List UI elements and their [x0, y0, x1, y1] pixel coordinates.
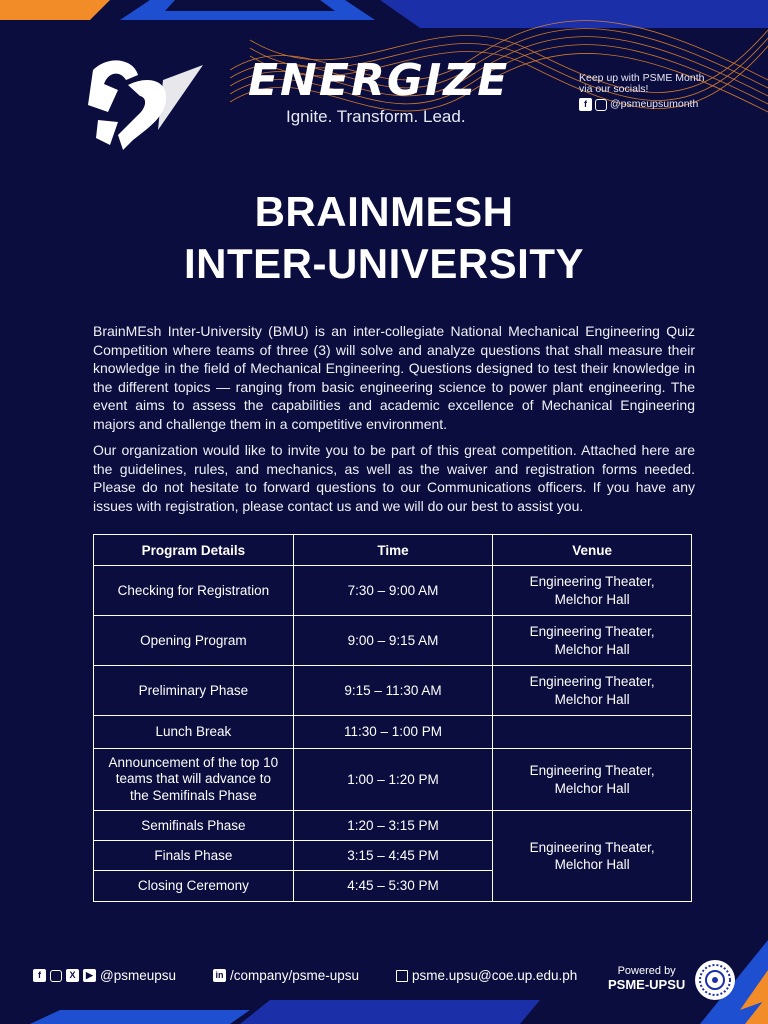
program-cell	[94, 749, 294, 811]
footer-social-handle[interactable]: @psmeupsu	[100, 968, 176, 983]
footer-socials	[33, 968, 176, 983]
table-header-row	[94, 535, 692, 566]
bottom-left-blue	[30, 1010, 250, 1024]
venue-cell	[493, 749, 692, 811]
venue-line1: Engineering Theater,	[529, 624, 655, 639]
table-row	[94, 616, 692, 666]
time-cell: 1:00 – 1:20 PM	[293, 749, 493, 811]
bottom-mid-blue	[240, 1000, 540, 1024]
program-cell: Checking for Registration	[94, 566, 294, 616]
footer-linkedin	[213, 968, 359, 983]
facebook-icon[interactable]: f	[33, 969, 46, 982]
program-line1: Announcement of the top 10	[108, 754, 279, 770]
page-title-line1: BRAINMESH	[254, 188, 514, 235]
header-time: Time	[293, 535, 493, 566]
table-row	[94, 666, 692, 716]
program-cell: Finals Phase	[94, 841, 294, 871]
time-cell: 7:30 – 9:00 AM	[293, 566, 493, 616]
psme-upsu-seal-icon	[695, 960, 735, 1000]
venue-cell	[493, 566, 692, 616]
table-row	[94, 749, 692, 811]
venue-cell-merged	[493, 811, 692, 902]
program-cell: Opening Program	[94, 616, 294, 666]
psme-month-logo	[78, 50, 208, 155]
linkedin-icon[interactable]: in	[213, 969, 226, 982]
time-cell: 11:30 – 1:00 PM	[293, 716, 493, 749]
program-line2: teams that will advance to	[115, 771, 272, 787]
header-venue: Venue	[493, 535, 692, 566]
instagram-icon[interactable]	[50, 970, 62, 982]
table-row	[94, 716, 692, 749]
facebook-icon[interactable]: f	[579, 98, 592, 111]
invitation-paragraph: Our organization would like to invite you to be part of this great competition. Attached here are the guidelines, rules, and mechanics, as well as the waiver and registration forms needed. Please do not hesitate to forward questions to our Communications officers. If you have any issues with registration, please contact us and we will do our best to assist you.	[93, 442, 695, 514]
brand-tagline: Ignite. Transform. Lead.	[286, 107, 466, 126]
x-icon[interactable]: X	[66, 969, 79, 982]
venue-line1: Engineering Theater,	[529, 763, 655, 778]
mail-icon	[396, 970, 408, 982]
schedule-table	[93, 534, 692, 902]
top-left-orange-stripe	[0, 0, 110, 20]
venue-line2: Melchor Hall	[554, 641, 630, 657]
table-row	[94, 566, 692, 616]
program-cell: Lunch Break	[94, 716, 294, 749]
venue-line1: Engineering Theater,	[529, 839, 655, 855]
venue-line2: Melchor Hall	[554, 857, 630, 872]
social-note-line2: via our socials!	[579, 83, 649, 95]
program-cell: Semifinals Phase	[94, 811, 294, 841]
program-cell: Preliminary Phase	[94, 666, 294, 716]
program-line3: the Semifinals Phase	[129, 787, 257, 803]
footer-email	[396, 968, 577, 983]
time-cell: 4:45 – 5:30 PM	[293, 871, 493, 902]
venue-cell-empty	[493, 716, 692, 749]
venue-line2: Melchor Hall	[554, 591, 630, 607]
powered-by-label: Powered by	[617, 965, 676, 977]
header-program-details: Program Details	[94, 535, 294, 566]
venue-cell	[493, 616, 692, 666]
page-title	[0, 186, 768, 290]
intro-paragraph: BrainMEsh Inter-University (BMU) is an inter-collegiate National Mechanical Engineering Quiz Competition where teams of three (3) will solve and analyze questions that shall measure their knowledge in the field of Mechanical Engineering. Questions designed to test their knowledge in the different topics — ranging from basic engineering science to power plant engineering. The event aims to assess the capabilities and academic excellence of Mechanical Engineering majors and challenge them in a competitive environment.	[93, 323, 695, 432]
venue-line1: Engineering Theater,	[529, 574, 655, 589]
footer-linkedin-path[interactable]: /company/psme-upsu	[230, 968, 360, 983]
social-handle[interactable]: @psmeupsumonth	[610, 98, 699, 110]
venue-line2: Melchor Hall	[554, 691, 630, 707]
youtube-icon[interactable]: ▶	[83, 969, 96, 982]
instagram-icon[interactable]	[595, 99, 607, 111]
footer-email-address[interactable]: psme.upsu@coe.up.edu.ph	[412, 968, 578, 983]
table-row	[94, 811, 692, 841]
powered-by	[608, 965, 685, 991]
program-cell: Closing Ceremony	[94, 871, 294, 902]
venue-line2: Melchor Hall	[554, 780, 630, 796]
social-note-line1: Keep up with PSME Month	[579, 72, 705, 84]
brand-title: ENERGIZE	[248, 55, 510, 106]
time-cell: 9:00 – 9:15 AM	[293, 616, 493, 666]
social-note	[579, 73, 739, 111]
venue-line1: Engineering Theater,	[529, 674, 655, 689]
page-title-line2: INTER-UNIVERSITY	[183, 240, 585, 287]
time-cell: 3:15 – 4:45 PM	[293, 841, 493, 871]
social-handle-row	[579, 98, 739, 111]
time-cell: 9:15 – 11:30 AM	[293, 666, 493, 716]
venue-cell	[493, 666, 692, 716]
powered-by-org: PSME-UPSU	[608, 977, 686, 992]
time-cell: 1:20 – 3:15 PM	[293, 811, 493, 841]
